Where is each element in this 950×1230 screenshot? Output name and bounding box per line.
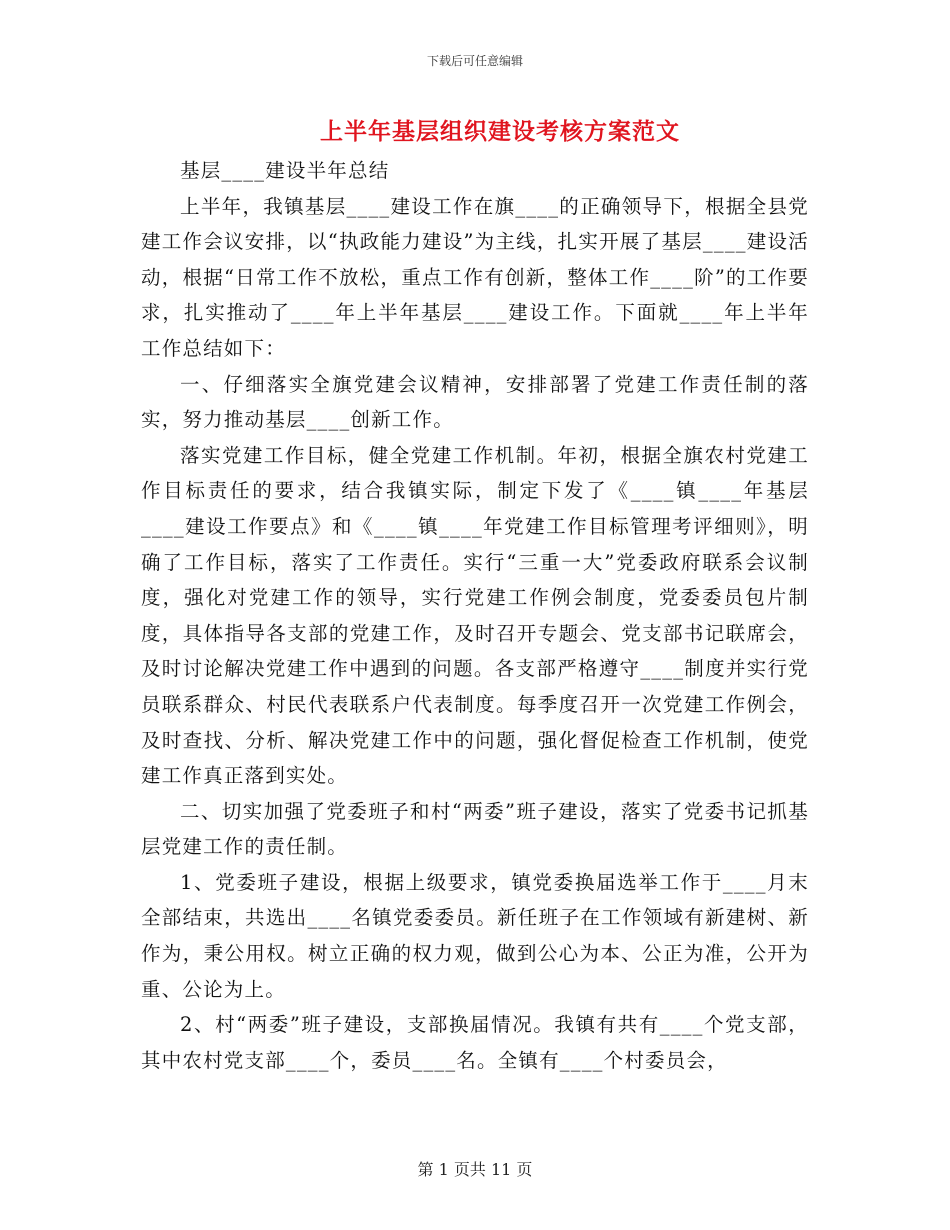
page-header-note: 下载后可任意编辑 (426, 54, 523, 68)
paragraph-intro: 上半年，我镇基层____建设工作在旗____的正确领导下，根据全县党建工作会议安排，以“执政能力建设”为主线，扎实开展了基层____建设活动，根据“日常工作不放松，重点工作有创新，整体工作____阶”的工作要求，扎实推动了____年上半年基层____建设工作。下面就____年上半年工作总结如下： (141, 194, 809, 360)
document-title: 上半年基层组织建设考核方案范文 (320, 118, 680, 145)
document-body (141, 153, 809, 1078)
paragraph-item-1: 1、党委班子建设，根据上级要求，镇党委换届选举工作于____月末全部结束，共选出____名镇党委委员。新任班子在工作领域有新建树、新作为，秉公用权。树立正确的权力观，做到公心为本、公正为准，公开为重、公论为上。 (141, 870, 809, 1001)
paragraph-section-2-heading: 二、切实加强了党委班子和村“两委”班子建设，落实了党委书记抓基层党建工作的责任制。 (141, 799, 809, 859)
page-footer: 第 1 页共 11 页 (417, 1160, 533, 1179)
paragraph-section-1-body: 落实党建工作目标，健全党建工作机制。年初，根据全旗农村党建工作目标责任的要求，结合我镇实际，制定下发了《____镇____年基层____建设工作要点》和《____镇____年党建工作目标管理考评细则》，明确了工作目标，落实了工作责任。实行“三重一大”党委政府联系会议制度，强化对党建工作的领导，实行党建工作例会制度，党委委员包片制度，具体指导各支部的党建工作，及时召开专题会、党支部书记联席会，及时讨论解决党建工作中遇到的问题。各支部严格遵守____制度并实行党员联系群众、村民代表联系户代表制度。每季度召开一次党建工作例会，及时查找、分析、解决党建工作中的问题，强化督促检查工作机制，使党建工作真正落到实处。 (141, 443, 809, 788)
paragraph-subtitle: 基层____建设半年总结 (180, 159, 390, 182)
paragraph-section-1-heading: 一、仔细落实全旗党建会议精神，安排部署了党建工作责任制的落实，努力推动基层____创新工作。 (141, 372, 809, 432)
paragraph-item-2: 2、村“两委”班子建设，支部换届情况。我镇有共有____个党支部，其中农村党支部____个，委员____名。全镇有____个村委员会， (141, 1013, 809, 1072)
